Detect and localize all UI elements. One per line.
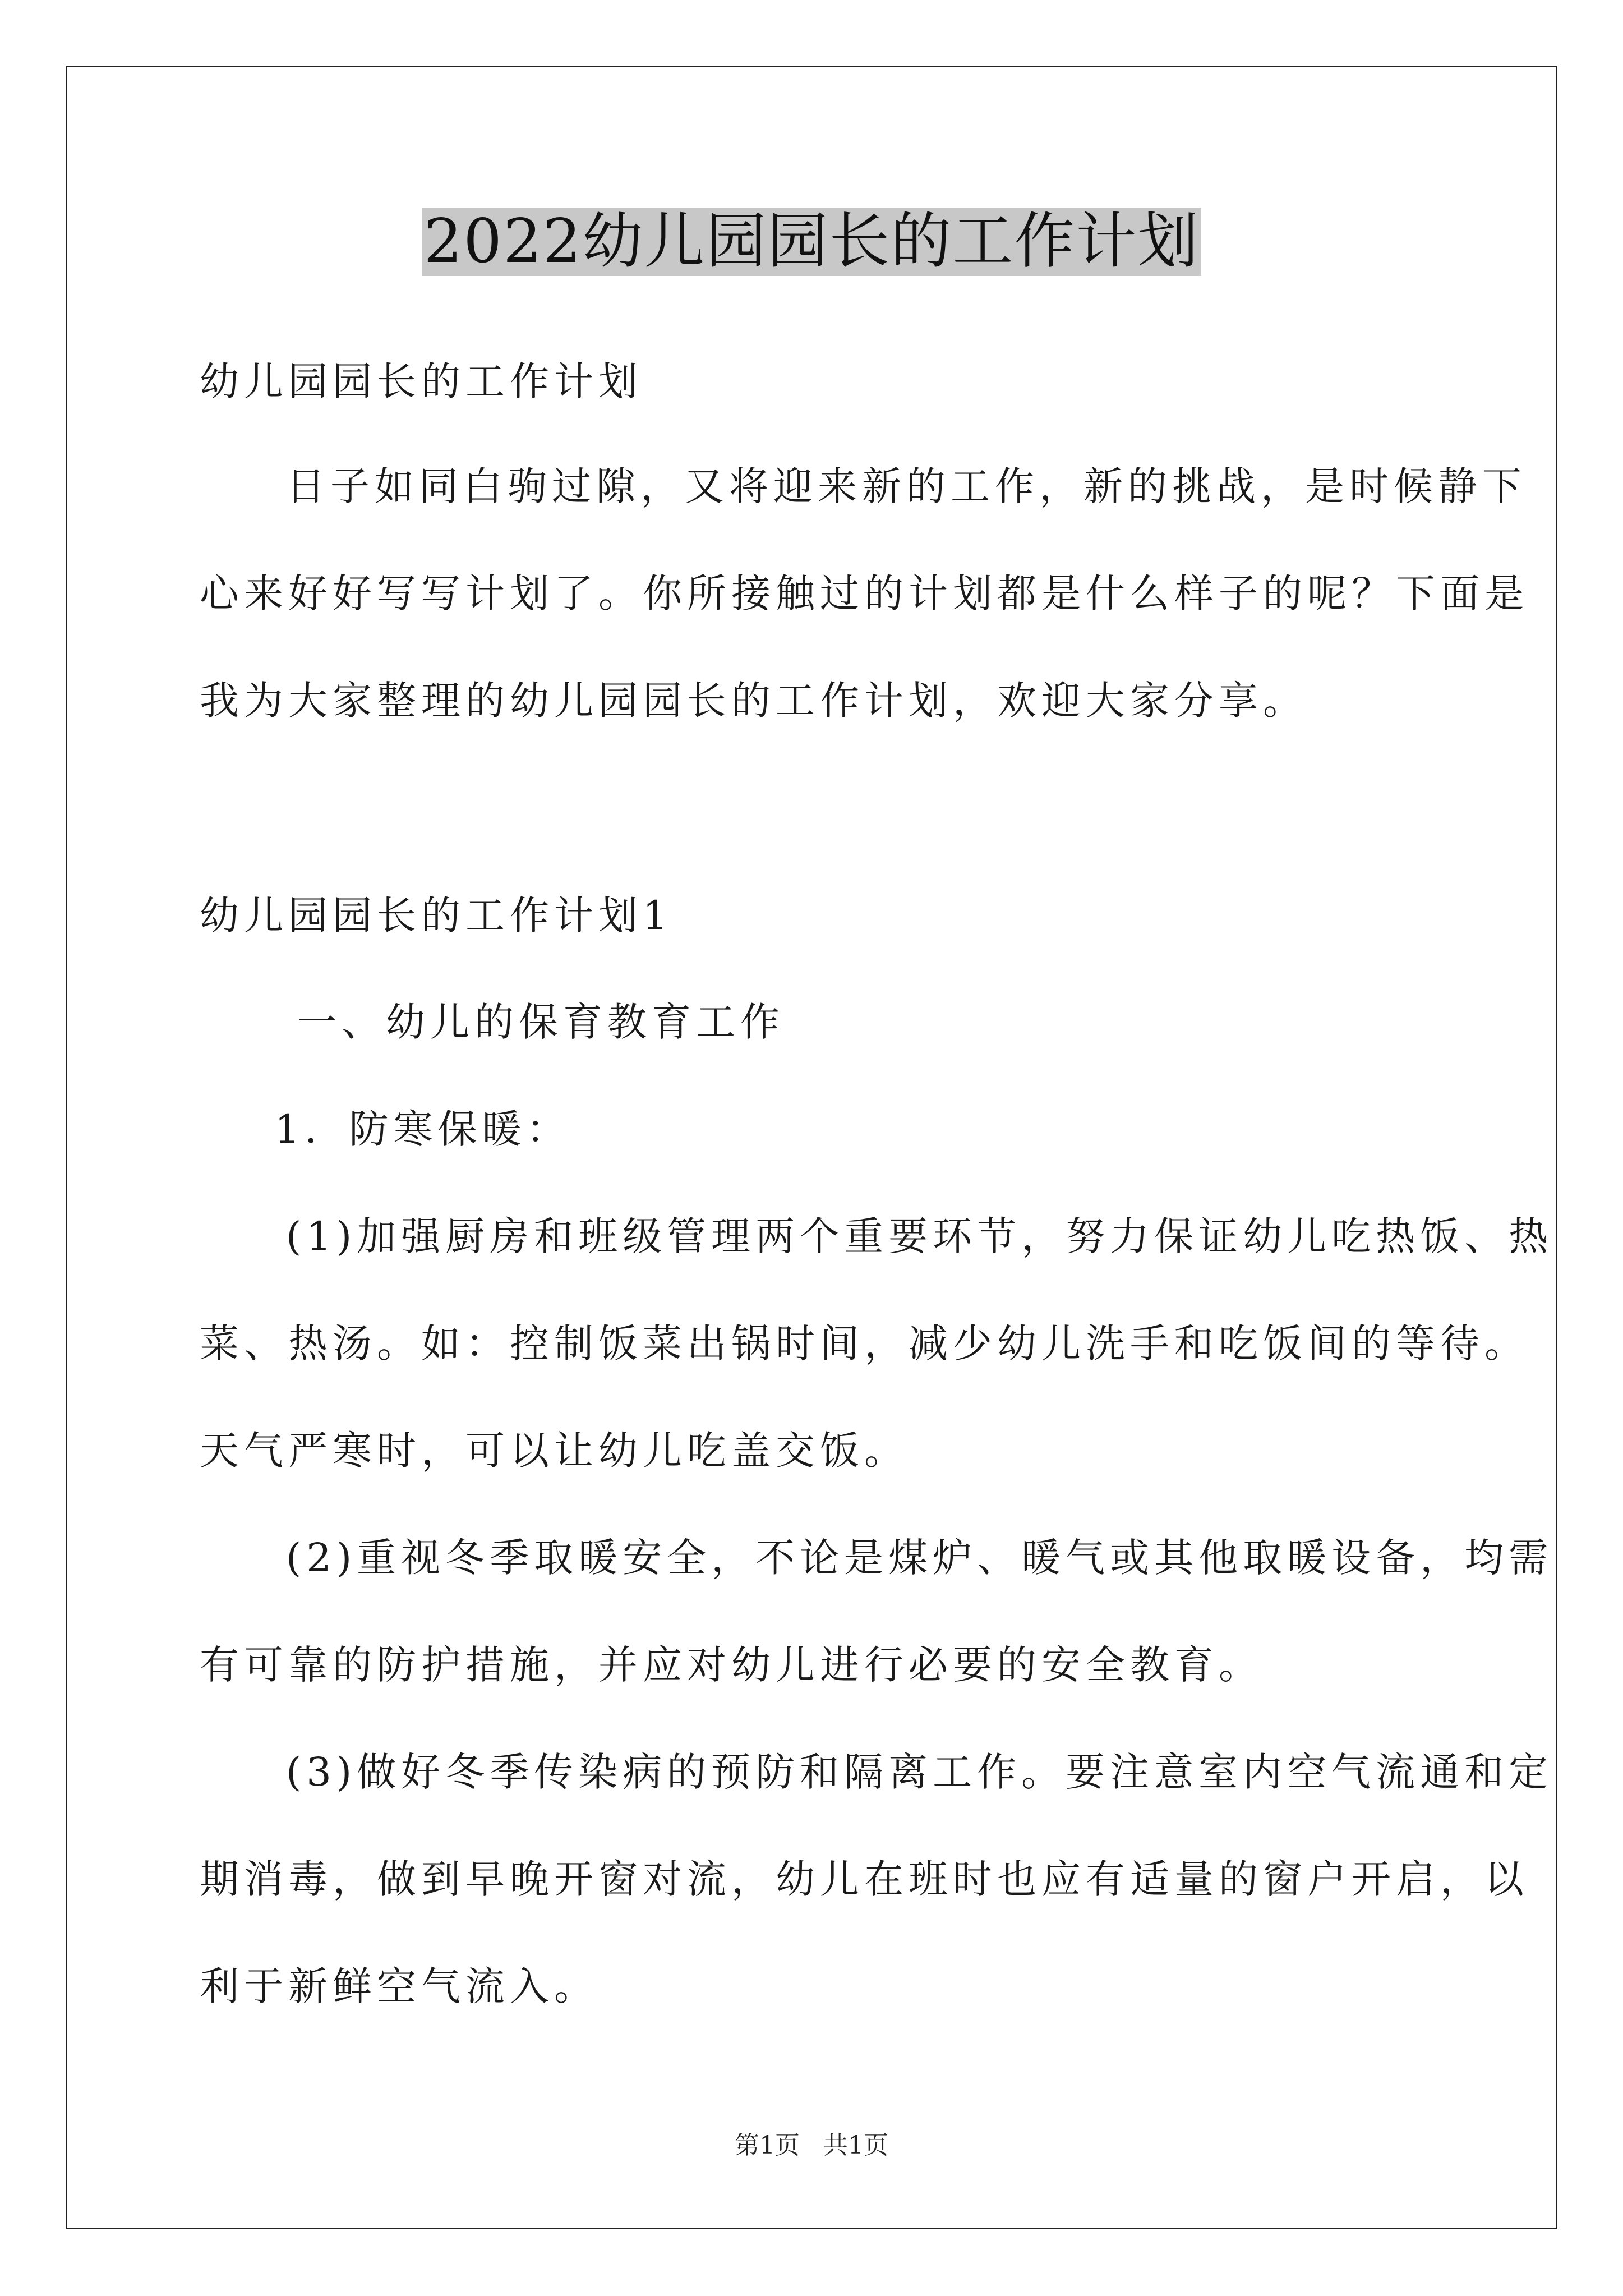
item-1-line-2: 菜、热汤。如：控制饭菜出锅时间，减少幼儿洗手和吃饭间的等待。: [200, 1320, 1529, 1366]
title-container: [0, 208, 1623, 276]
item-1-line-3: 天气严寒时，可以让幼儿吃盖交饭。: [200, 1428, 909, 1474]
item-heading: 1．防寒保暖：: [275, 1106, 571, 1152]
item-2-line-2: 有可靠的防护措施，并应对幼儿进行必要的安全教育。: [200, 1642, 1263, 1688]
item-3-line-1: (3)做好冬季传染病的预防和隔离工作。要注意室内空气流通和定: [286, 1749, 1553, 1795]
intro-line-1: 日子如同白驹过隙，又将迎来新的工作，新的挑战，是时候静下: [286, 463, 1527, 509]
intro-line-3: 我为大家整理的幼儿园园长的工作计划，欢迎大家分享。: [200, 678, 1307, 724]
item-3-line-2: 期消毒，做到早晚开窗对流，幼儿在班时也应有适量的窗户开启，以: [200, 1856, 1529, 1902]
item-2-line-1: (2)重视冬季取暖安全，不论是煤炉、暖气或其他取暖设备，均需: [286, 1535, 1553, 1581]
subheading-one: 一、幼儿的保育教育工作: [297, 999, 785, 1045]
section-heading: 幼儿园园长的工作计划1: [200, 892, 673, 938]
document-title: 2022幼儿园园长的工作计划: [422, 208, 1202, 276]
item-1-line-1: (1)加强厨房和班级管理两个重要环节，努力保证幼儿吃热饭、热: [286, 1213, 1553, 1259]
item-3-line-3: 利于新鲜空气流入。: [200, 1963, 598, 2009]
subtitle-line: 幼儿园园长的工作计划: [200, 358, 643, 404]
page-footer: 第1页 共1页: [735, 2131, 888, 2160]
intro-line-2: 心来好好写写计划了。你所接触过的计划都是什么样子的呢？下面是: [200, 570, 1529, 616]
